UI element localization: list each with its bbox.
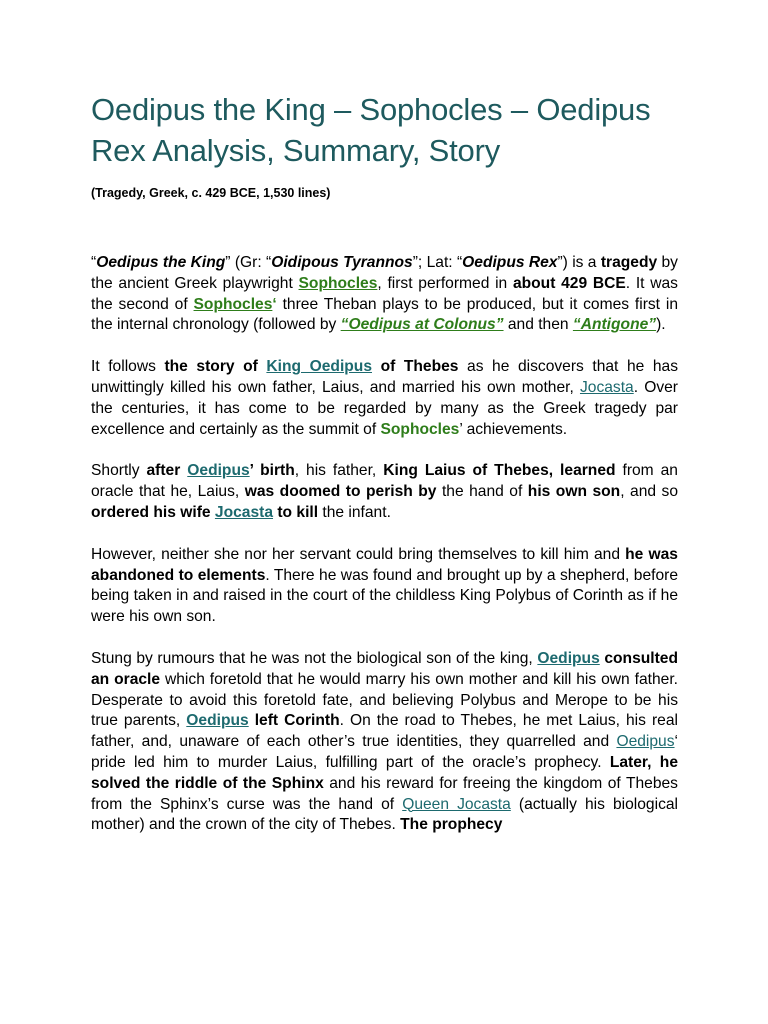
text: and his reward for freeing the kingdom of Thebes from the Sphinx’s curse was the hand of <box>91 774 678 813</box>
bold-text: consulted an oracle <box>91 650 679 688</box>
text: ‘ pride led him to murder Laius, fulfilling part of the oracle’s prophecy. <box>91 733 678 771</box>
document-page <box>91 90 678 836</box>
bold-text: tragedy <box>600 254 658 272</box>
text: from an oracle that he, Laius, <box>91 462 678 501</box>
text: as he discovers that he has unwittingly killed his own father, Laius, and married his own mother, <box>91 358 679 397</box>
text: by the ancient Greek playwright <box>91 254 678 292</box>
greek-title: Oidipous Tyrannos <box>271 254 413 272</box>
sophocles-highlight: Sophocles <box>380 420 460 438</box>
text: and then <box>503 316 573 334</box>
bold-text: left Corinth <box>248 712 340 730</box>
jocasta-link[interactable]: Jocasta <box>579 379 634 397</box>
bold-text: King Laius of Thebes, learned <box>383 462 616 480</box>
text: . There he was found and brought up by a shepherd, before being taken in and raised in the court of the childless King Polybus of Corinth as if he were his own son. <box>91 566 678 626</box>
text: the infant. <box>318 504 391 522</box>
bold-text: after <box>146 462 188 480</box>
text: “ <box>91 254 97 272</box>
oedipus-link[interactable]: Oedipus <box>187 462 250 480</box>
text: ”; Lat: “ <box>412 254 463 272</box>
text: , first performed in <box>377 274 513 292</box>
oedipus-at-colonus-link[interactable]: “Oedipus at Colonus” <box>340 316 504 334</box>
text: It follows <box>91 358 165 376</box>
text: three Theban plays to be produced, but it comes first in the internal chronology (followed by <box>91 295 679 334</box>
text: ” (Gr: “ <box>225 254 272 272</box>
paragraph-birth <box>91 461 678 523</box>
bold-text: he was abandoned to elements <box>91 545 678 584</box>
queen-jocasta-link[interactable]: Queen Jocasta <box>402 795 511 813</box>
paragraph-story <box>91 357 678 440</box>
sophocles-link[interactable]: Sophocles <box>193 295 273 313</box>
bold-text: his own son <box>527 483 621 501</box>
text: Stung by rumours that he was not the biological son of the king, <box>91 650 538 668</box>
text: However, neither she nor her servant could bring themselves to kill him and <box>91 545 626 563</box>
bold-text: Later, he solved the riddle of the Sphinx <box>91 754 678 792</box>
text: ’ achievements. <box>459 420 568 438</box>
text: , his father, <box>294 462 384 480</box>
paragraph-intro <box>91 253 678 336</box>
bold-text: the story of <box>164 358 267 376</box>
bold-text: ordered his wife <box>91 504 215 522</box>
text: the hand of <box>436 483 528 501</box>
latin-title: Oedipus Rex <box>462 254 558 272</box>
page-title: Oedipus the King – Sophocles – Oedipus Rex Analysis, Summary, Story <box>91 92 651 168</box>
paragraph-oracle <box>91 649 678 836</box>
antigone-link[interactable]: “Antigone” <box>572 316 657 334</box>
text: ). <box>656 316 666 334</box>
text: Shortly <box>91 462 147 480</box>
bold-text: about 429 BCE <box>512 274 626 292</box>
bold-text: The prophecy <box>400 816 503 834</box>
oedipus-link[interactable]: Oedipus <box>537 650 600 668</box>
bold-text: of Thebes <box>372 358 459 376</box>
play-title: Oedipus the King <box>96 254 226 272</box>
text: . It was the second of <box>91 274 678 313</box>
text: (actually his biological mother) and the crown of the city of Thebes. <box>91 795 679 834</box>
text: . On the road to Thebes, he met Laius, his real father, and, unaware of each other’s true identities, they quarrelled and <box>91 712 678 751</box>
text: . Over the centuries, it has come to be regarded by many as the Greek tragedy par excellence and certainly as the summit of <box>91 379 678 438</box>
bold-text: ’ birth <box>249 462 295 480</box>
page-subtitle: (Tragedy, Greek, c. 429 BCE, 1,530 lines) <box>91 185 331 200</box>
text: ”) is a <box>557 254 601 272</box>
king-oedipus-link[interactable]: King Oedipus <box>266 358 372 376</box>
jocasta-link[interactable]: Jocasta <box>214 504 274 522</box>
bold-text: was doomed to perish by <box>244 483 437 501</box>
apostrophe: ‘ <box>272 295 277 313</box>
bold-text: to kill <box>273 504 319 522</box>
oedipus-link[interactable]: Oedipus <box>186 712 249 730</box>
text: , and so <box>620 483 678 501</box>
sophocles-link[interactable]: Sophocles <box>298 274 378 292</box>
text: which foretold that he would marry his own mother and kill his own father. Desperate to avoid this foretold fate, and believing Polybus and Merope to be his true parents, <box>91 670 678 730</box>
oedipus-link[interactable]: Oedipus <box>616 733 675 751</box>
paragraph-abandoned <box>91 545 678 628</box>
